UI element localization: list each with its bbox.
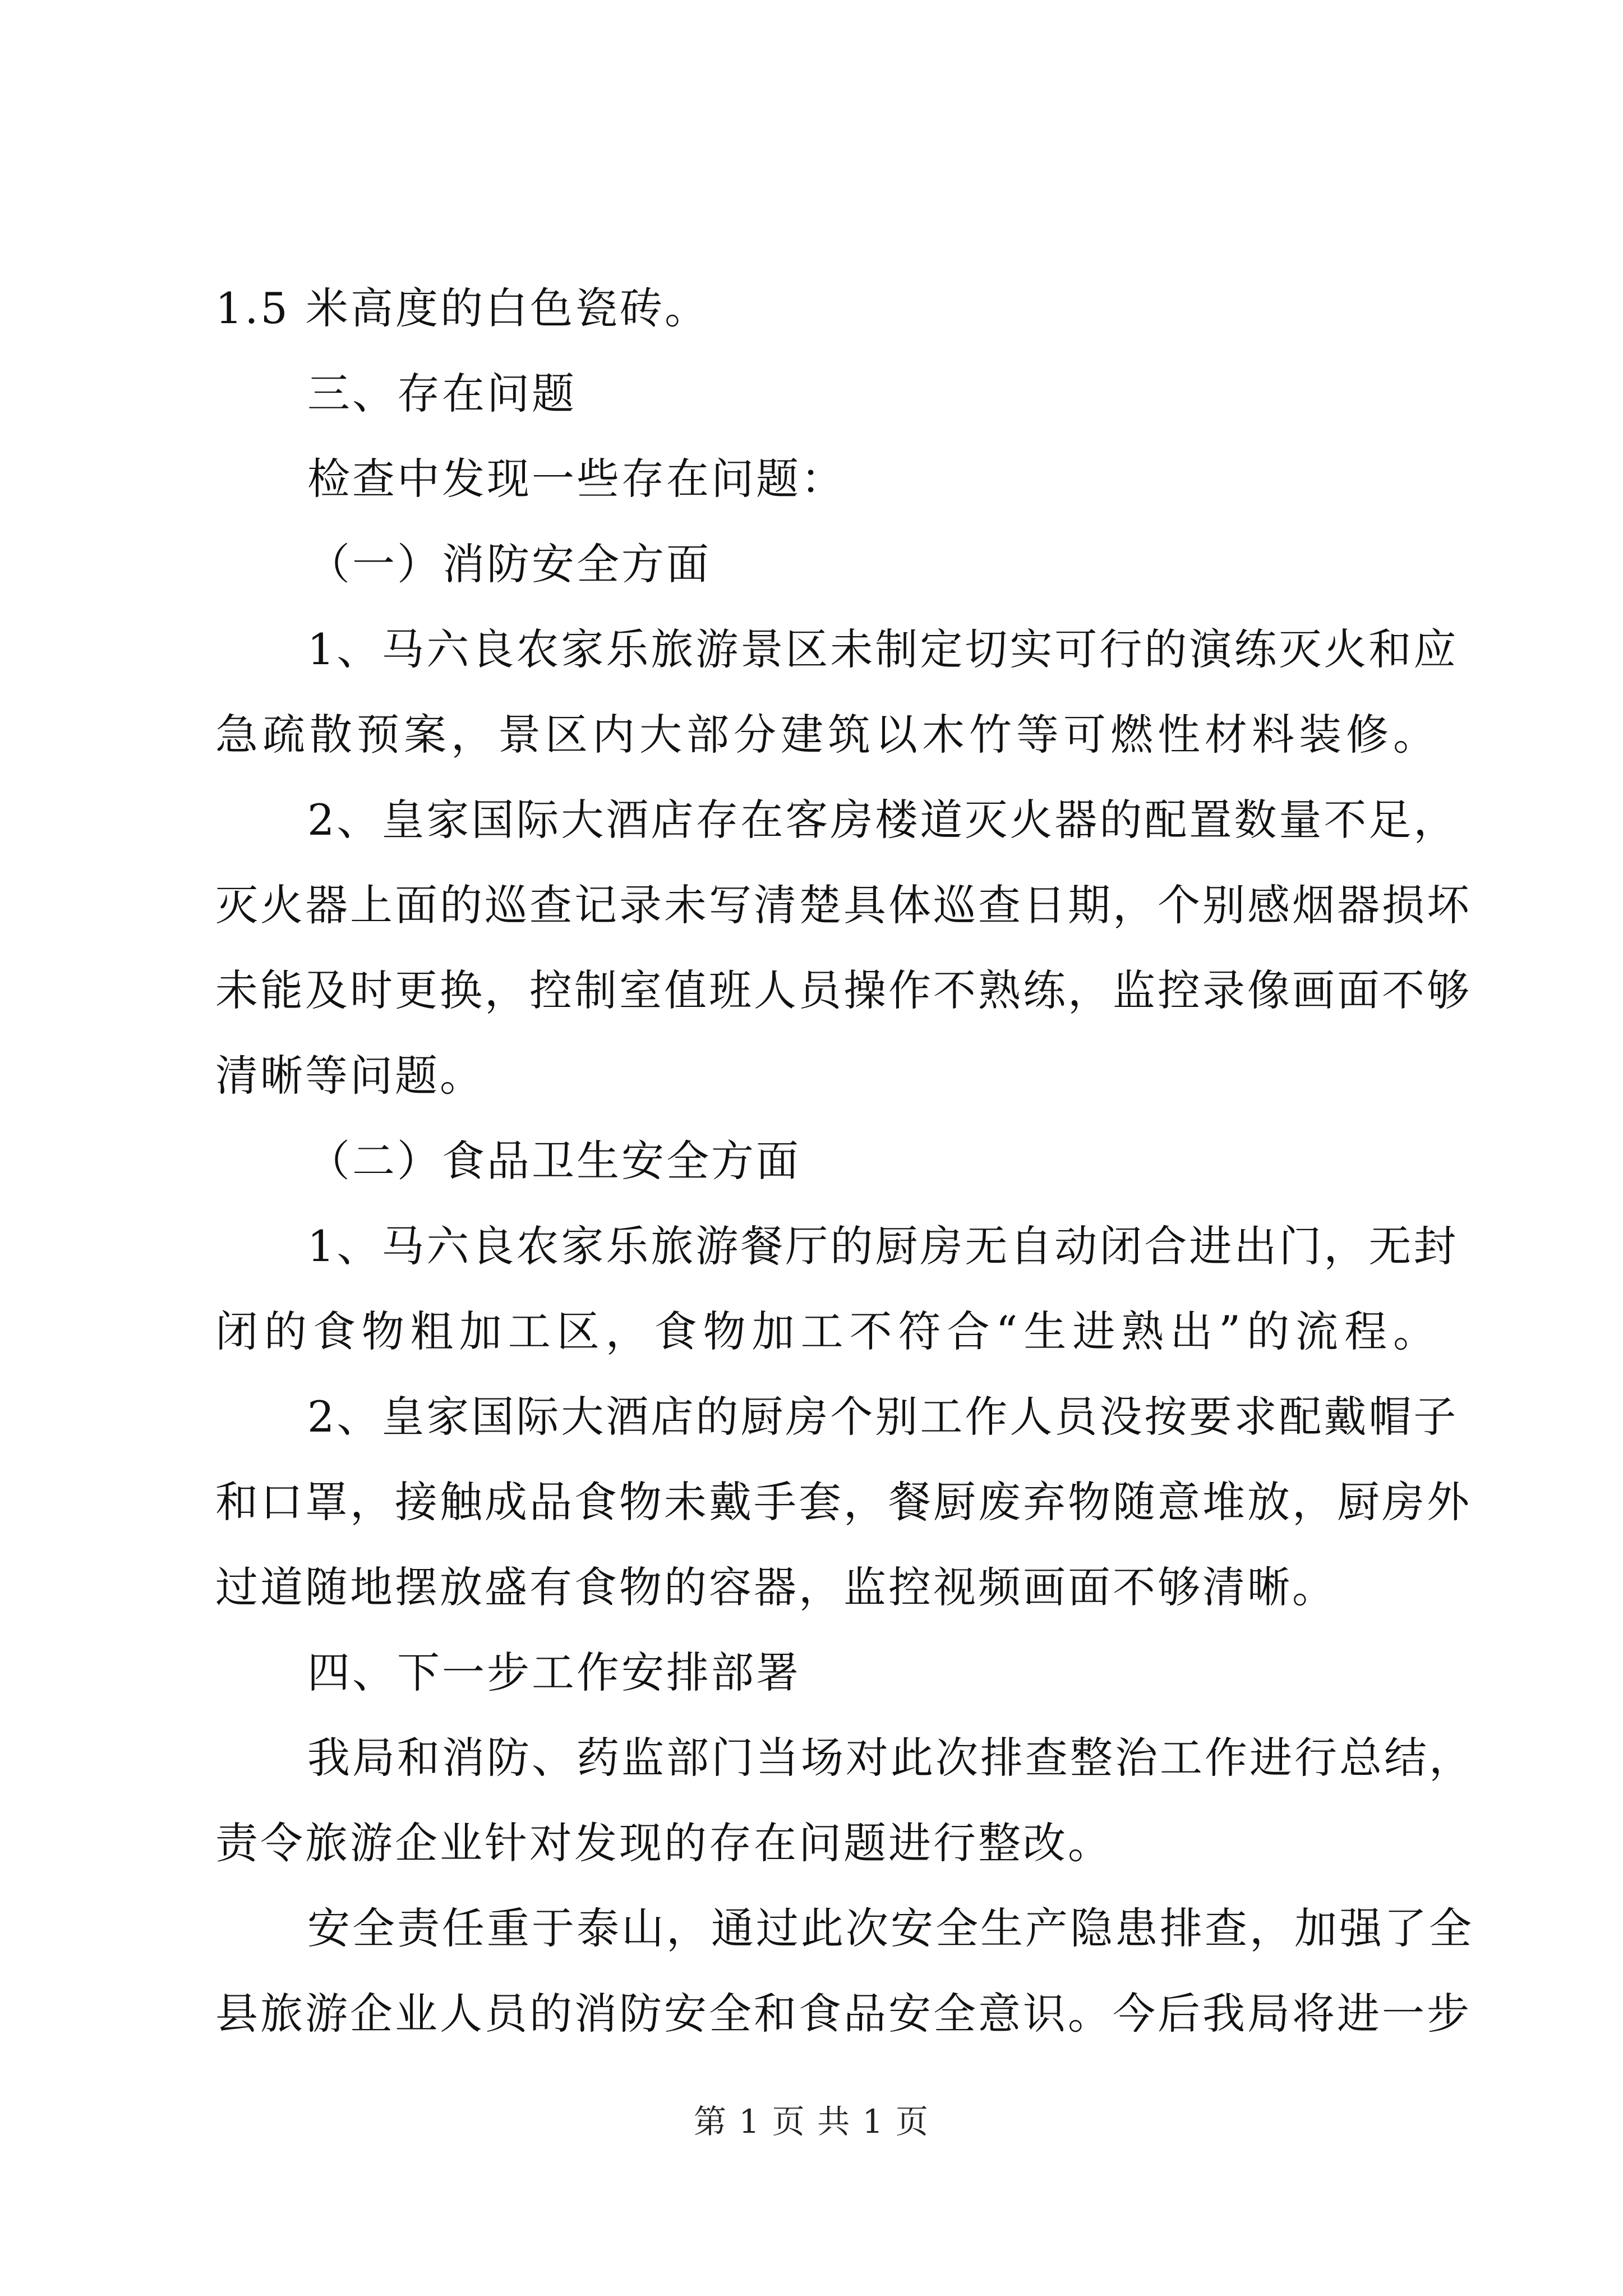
body-text-line: 我局和消防、药监部门当场对此次排查整治工作进行总结， xyxy=(307,1733,1474,1783)
body-text-line: 县旅游企业人员的消防安全和食品安全意识。今后我局将进一步 xyxy=(215,1989,1472,2039)
body-text-line: 检查中发现一些存在问题： xyxy=(307,454,846,504)
body-text-line: 过道随地摆放盛有食物的容器，监控视频画面不够清晰。 xyxy=(215,1562,1337,1612)
body-text-line: 未能及时更换，控制室值班人员操作不熟练，监控录像画面不够 xyxy=(215,965,1472,1015)
body-text-line: 清晰等问题。 xyxy=(215,1051,485,1101)
body-text-line: 闭的食物粗加工区，食物加工不符合“生进熟出”的流程。 xyxy=(215,1306,1438,1356)
body-text-line: （二）食品卫生安全方面 xyxy=(307,1136,801,1186)
body-text-line: 四、下一步工作安排部署 xyxy=(307,1648,801,1697)
body-text-line: 1、马六良农家乐旅游餐厅的厨房无自动闭合进出门，无封 xyxy=(307,1221,1459,1271)
body-text-line: （一）消防安全方面 xyxy=(307,539,711,589)
body-text-line: 和口罩，接触成品食物未戴手套，餐厨废弃物随意堆放，厨房外 xyxy=(215,1477,1472,1527)
body-text-line: 急疏散预案，景区内大部分建筑以木竹等可燃性材料装修。 xyxy=(215,710,1438,760)
body-text-line: 责令旅游企业针对发现的存在问题进行整改。 xyxy=(215,1818,1113,1868)
body-text-line: 1、马六良农家乐旅游景区未制定切实可行的演练灭火和应 xyxy=(307,624,1459,674)
body-text-line: 2、皇家国际大酒店存在客房楼道灭火器的配置数量不足， xyxy=(307,795,1459,845)
body-text-line: 三、存在问题 xyxy=(307,369,577,418)
body-text-line: 1.5 米高度的白色瓷砖。 xyxy=(215,283,710,333)
body-text-line: 2、皇家国际大酒店的厨房个别工作人员没按要求配戴帽子 xyxy=(307,1392,1459,1442)
body-text-line: 灭火器上面的巡查记录未写清楚具体巡查日期，个别感烟器损坏 xyxy=(215,880,1472,930)
body-text-line: 安全责任重于泰山，通过此次安全生产隐患排查，加强了全 xyxy=(307,1903,1474,1953)
page-footer: 第 1 页 共 1 页 xyxy=(694,2102,929,2141)
